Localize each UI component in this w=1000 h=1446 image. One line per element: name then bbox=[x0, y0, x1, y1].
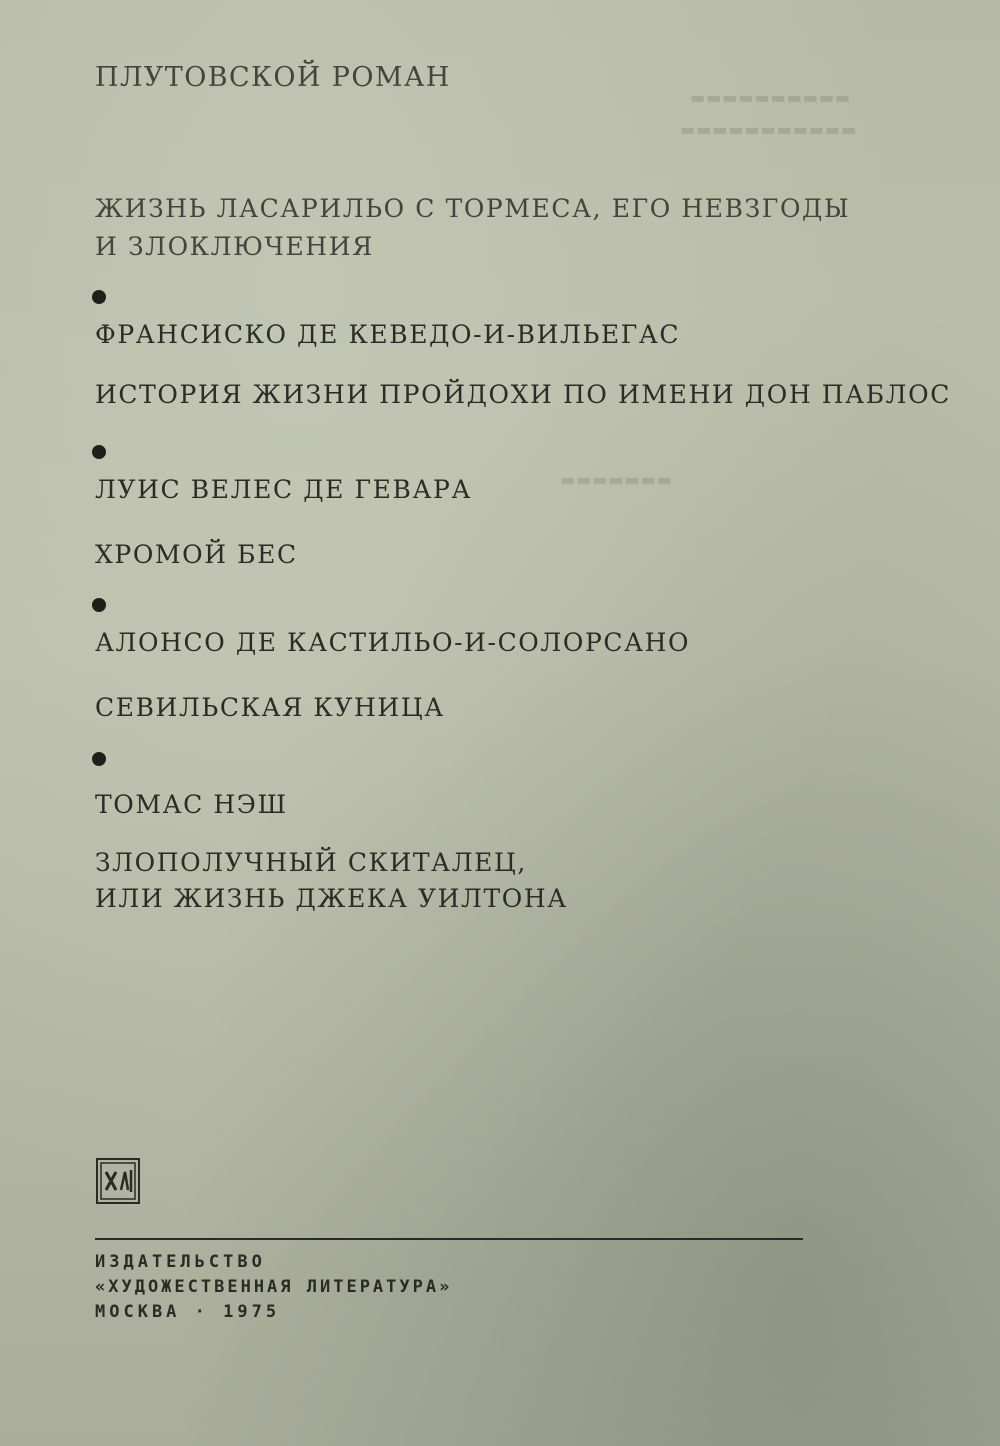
series-title: ПЛУТОВСКОЙ РОМАН bbox=[95, 62, 451, 93]
section-bullet bbox=[92, 598, 106, 612]
publisher-logo bbox=[96, 1158, 140, 1204]
bleed-through-text: ▬▬▬▬▬▬▬▬▬▬ bbox=[690, 88, 852, 107]
work-title: ХРОМОЙ БЕС bbox=[95, 540, 298, 569]
work-title: ИЛИ ЖИЗНЬ ДЖЕКА УИЛТОНА bbox=[95, 884, 568, 913]
bleed-through-text: ▬▬▬▬▬▬▬▬▬▬▬ bbox=[680, 120, 858, 139]
author-name: ФРАНСИСКО ДЕ КЕВЕДО-И-ВИЛЬЕГАС bbox=[95, 320, 681, 349]
author-name: ТОМАС НЭШ bbox=[95, 790, 288, 819]
publication-place-year: МОСКВА · 1975 bbox=[95, 1302, 281, 1322]
publisher-name: «ХУДОЖЕСТВЕННАЯ ЛИТЕРАТУРА» bbox=[95, 1277, 453, 1297]
work-title: ЖИЗНЬ ЛАСАРИЛЬО С ТОРМЕСА, ЕГО НЕВЗГОДЫ bbox=[95, 194, 851, 223]
divider-rule bbox=[95, 1238, 803, 1240]
work-title: СЕВИЛЬСКАЯ КУНИЦА bbox=[95, 693, 445, 722]
publisher-logo-mark bbox=[98, 1160, 138, 1202]
work-title: ИСТОРИЯ ЖИЗНИ ПРОЙДОХИ ПО ИМЕНИ ДОН ПАБЛОС bbox=[95, 380, 951, 409]
bleed-through-text: ▬▬▬▬▬▬▬ bbox=[560, 470, 673, 489]
work-title: ЗЛОПОЛУЧНЫЙ СКИТАЛЕЦ, bbox=[95, 848, 527, 877]
author-name: АЛОНСО ДЕ КАСТИЛЬО-И-СОЛОРСАНО bbox=[95, 628, 691, 657]
section-bullet bbox=[92, 290, 106, 304]
author-name: ЛУИС ВЕЛЕС ДЕ ГЕВАРА bbox=[95, 475, 472, 504]
section-bullet bbox=[92, 752, 106, 766]
publisher-label: ИЗДАТЕЛЬСТВО bbox=[95, 1252, 266, 1272]
section-bullet bbox=[92, 445, 106, 459]
work-title: И ЗЛОКЛЮЧЕНИЯ bbox=[95, 232, 374, 261]
